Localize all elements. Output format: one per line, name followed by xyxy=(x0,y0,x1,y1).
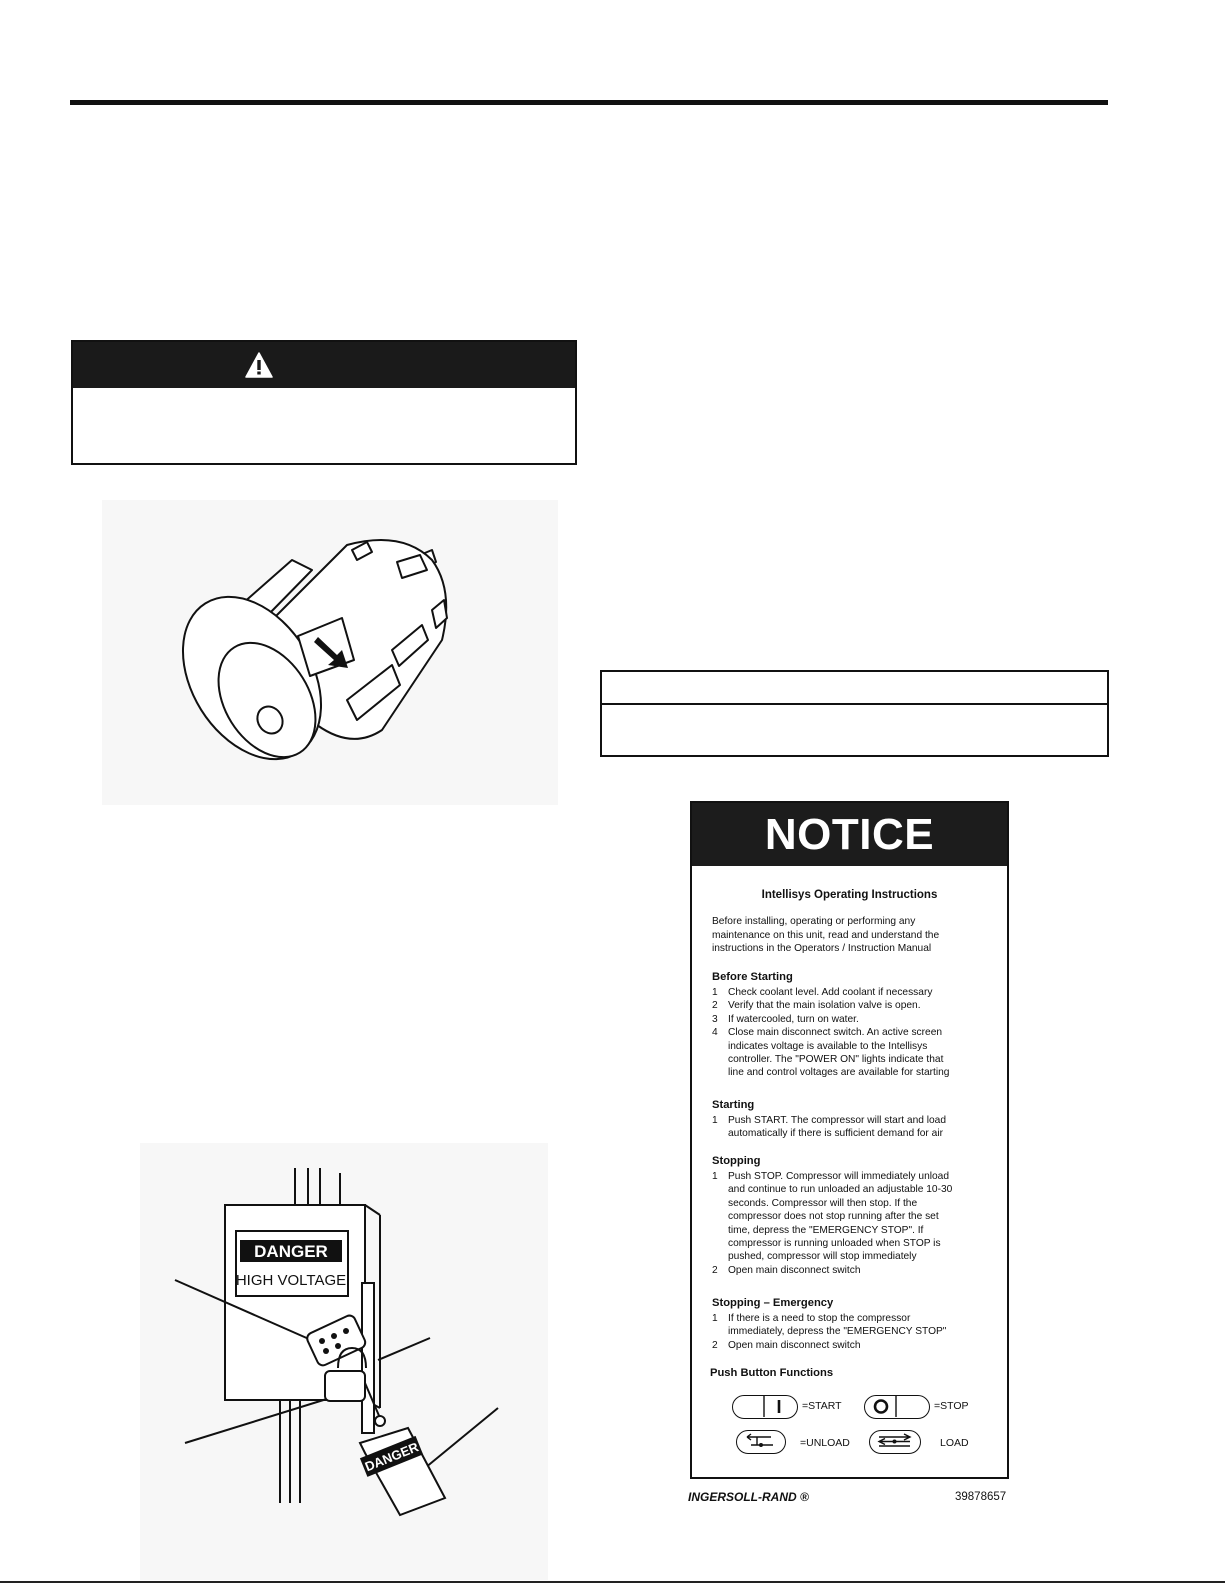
lockout-drawing xyxy=(140,1143,548,1580)
motor-rotation-figure xyxy=(102,500,558,805)
intro-line: maintenance on this unit, read and understand the xyxy=(712,929,940,941)
warning-triangle-icon xyxy=(245,352,273,378)
unload-button-symbol xyxy=(736,1430,786,1454)
push-button-heading: Push Button Functions xyxy=(710,1367,834,1379)
load-label: LOAD xyxy=(940,1437,969,1449)
brand-logo-text: INGERSOLL-RAND ® xyxy=(688,1490,809,1504)
warning-box xyxy=(71,340,577,465)
stop-icon xyxy=(865,1396,928,1417)
warning-header xyxy=(73,342,575,388)
load-button-symbol xyxy=(869,1430,921,1454)
notice-decal xyxy=(690,801,1009,1479)
stop-button-symbol xyxy=(864,1395,930,1419)
part-number: 39878657 xyxy=(955,1491,1007,1503)
start-icon xyxy=(733,1396,796,1417)
section-heading: Starting xyxy=(712,1099,755,1111)
lockout-tagout-figure xyxy=(140,1143,548,1580)
top-rule xyxy=(70,100,1108,105)
notice-intro xyxy=(712,915,997,956)
danger-sign-subtitle: HIGH VOLTAGE xyxy=(235,1272,347,1289)
danger-tag-text: DANGER xyxy=(362,1439,421,1475)
notice-header: NOTICE xyxy=(692,803,1007,866)
list-item: 2 Open main disconnect switch xyxy=(712,1264,861,1276)
unload-label: =UNLOAD xyxy=(800,1437,850,1449)
section-list-stopping xyxy=(712,1170,1002,1277)
list-item: 4 Close main disconnect switch. An active screen indicates voltage is available to the Intellisys controller. The "POWER ON" lights indicate that line and control voltages are available for starting xyxy=(712,1027,950,1079)
section-list-starting xyxy=(712,1114,1002,1141)
motor-drawing xyxy=(102,500,558,805)
start-label: =START xyxy=(802,1400,842,1412)
list-item: 1 Check coolant level. Add coolant if necessary xyxy=(712,987,933,998)
unload-icon xyxy=(737,1431,784,1452)
section-heading: Stopping xyxy=(712,1155,761,1167)
bottom-rule xyxy=(0,1581,1225,1583)
note-box-divider xyxy=(602,703,1107,705)
section-heading: Before Starting xyxy=(712,971,793,983)
note-box xyxy=(600,670,1109,757)
danger-sign-title: DANGER xyxy=(254,1242,328,1261)
section-heading: Stopping – Emergency xyxy=(712,1297,834,1309)
list-item: 2 Verify that the main isolation valve is open. xyxy=(712,1000,921,1012)
load-icon xyxy=(870,1431,919,1452)
intro-line: Before installing, operating or performing any xyxy=(712,916,916,927)
list-item: 1 Push START. The compressor will start and load automatically if there is sufficient demand for air xyxy=(712,1115,946,1140)
list-item: 1 If there is a need to stop the compressor immediately, depress the "EMERGENCY STOP" xyxy=(712,1313,947,1338)
list-item: 2 Open main disconnect switch xyxy=(712,1339,861,1351)
start-button-symbol xyxy=(732,1395,798,1419)
list-item: 1 Push STOP. Compressor will immediately unload and continue to run unloaded an adjustable 10-30 seconds. Compressor will then stop. If the compressor does not stop running after the set time, depress the "EMERGENCY STOP". If compressor is running unloaded when STOP is pushed, compressor will stop immediately xyxy=(712,1171,953,1263)
section-list-stopping-emergency xyxy=(712,1312,1002,1352)
intro-line: instructions in the Operators / Instruction Manual xyxy=(712,943,932,954)
list-item: 3 If watercooled, turn on water. xyxy=(712,1013,859,1025)
notice-title: Intellisys Operating Instructions xyxy=(761,889,938,901)
section-list-before-starting xyxy=(712,986,1002,1080)
stop-label: =STOP xyxy=(934,1400,969,1412)
